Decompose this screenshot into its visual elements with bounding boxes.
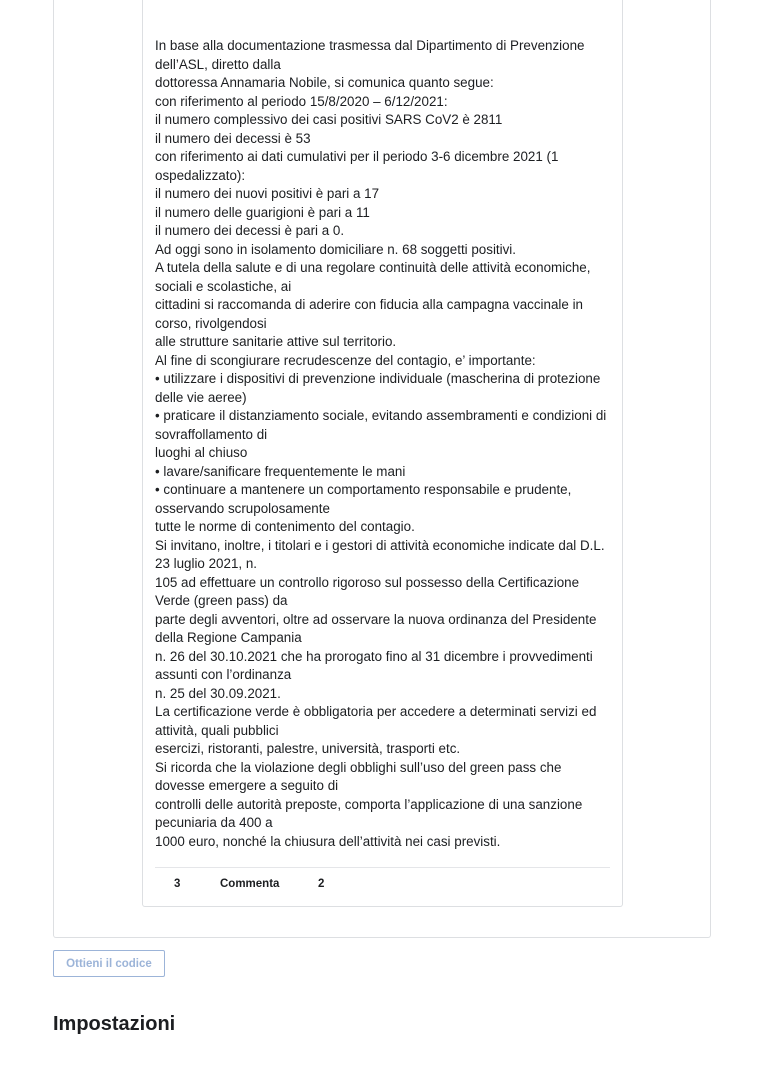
- post-line: dovesse emergere a seguito di: [155, 778, 339, 793]
- post-text: [155, 37, 615, 851]
- post-line: Si ricorda che la violazione degli obblighi sull’uso del green pass che: [155, 759, 562, 775]
- post-line: delle vie aeree): [155, 389, 247, 405]
- post-line: • praticare il distanziamento sociale, evitando assembramenti e condizioni di: [155, 408, 607, 423]
- post-line: La certificazione verde è obbligatoria per accedere a determinati servizi ed: [155, 704, 597, 719]
- post-line: della Regione Campania: [155, 630, 302, 645]
- post-line: sovraffollamento di: [155, 426, 268, 442]
- post-line: pecuniaria da 400 a: [155, 815, 273, 830]
- embedded-post: [142, 0, 623, 907]
- post-line: sociali e scolastiche, ai: [155, 278, 292, 294]
- post-line: il numero dei decessi è 53: [155, 130, 311, 146]
- post-line: dottoressa Annamaria Nobile, si comunica quanto segue:: [155, 75, 494, 90]
- post-line: controlli delle autorità preposte, comporta l’applicazione di una sanzione: [155, 796, 583, 812]
- post-line: Si invitano, inoltre, i titolari e i gestori di attività economiche indicate dal D.L.: [155, 537, 605, 553]
- post-line: 1000 euro, nonché la chiusura dell’attività nei casi previsti.: [155, 833, 501, 849]
- post-line: osservando scrupolosamente: [155, 500, 330, 516]
- post-line: con riferimento ai dati cumulativi per il periodo 3-6 dicembre 2021 (1: [155, 149, 559, 164]
- post-line: esercizi, ristoranti, palestre, università, trasporti etc.: [155, 741, 461, 756]
- post-line: Ad oggi sono in isolamento domiciliare n. 68 soggetti positivi.: [155, 241, 517, 257]
- post-line: il numero dei decessi è pari a 0.: [155, 223, 345, 238]
- post-line: tutte le norme di contenimento del contagio.: [155, 519, 415, 534]
- post-line: luoghi al chiuso: [155, 445, 248, 460]
- post-line: attività, quali pubblici: [155, 722, 279, 738]
- post-line: il numero dei nuovi positivi è pari a 17: [155, 186, 380, 201]
- post-line: In base alla documentazione trasmessa dal Dipartimento di Prevenzione: [155, 38, 585, 53]
- post-line: alle strutture sanitarie attive sul territorio.: [155, 334, 397, 349]
- post-line: corso, rivolgendosi: [155, 315, 267, 331]
- shares-count[interactable]: 2: [318, 878, 325, 890]
- post-line: il numero delle guarigioni è pari a 11: [155, 204, 370, 220]
- post-line: con riferimento al periodo 15/8/2020 – 6/12/2021:: [155, 93, 448, 109]
- post-line: assunti con l’ordinanza: [155, 667, 292, 682]
- post-line: n. 25 del 30.09.2021.: [155, 685, 281, 701]
- post-line: parte degli avventori, oltre ad osservare la nuova ordinanza del Presidente: [155, 611, 597, 627]
- post-line: • continuare a mantenere un comportamento responsabile e prudente,: [155, 482, 572, 497]
- post-line: cittadini si raccomanda di aderire con fiducia alla campagna vaccinale in: [155, 297, 583, 312]
- post-divider: [155, 867, 610, 868]
- post-line: n. 26 del 30.10.2021 che ha prorogato fino al 31 dicembre i provvedimenti: [155, 648, 593, 664]
- get-code-button[interactable]: Ottieni il codice: [53, 950, 165, 977]
- post-line: Al fine di scongiurare recrudescenze del contagio, e’ importante:: [155, 352, 536, 368]
- post-footer: [143, 876, 622, 896]
- post-line: ospedalizzato):: [155, 167, 246, 183]
- post-line: • utilizzare i dispositivi di prevenzione individuale (mascherina di protezione: [155, 371, 601, 386]
- post-line: dell’ASL, diretto dalla: [155, 56, 281, 72]
- post-line: Verde (green pass) da: [155, 593, 288, 608]
- likes-count[interactable]: 3: [174, 878, 181, 890]
- post-line: 23 luglio 2021, n.: [155, 556, 257, 571]
- post-line: il numero complessivo dei casi positivi SARS CoV2 è 2811: [155, 112, 503, 127]
- post-line: • lavare/sanificare frequentemente le mani: [155, 463, 406, 479]
- comment-button[interactable]: Commenta: [220, 878, 280, 890]
- post-line: A tutela della salute e di una regolare continuità delle attività economiche,: [155, 260, 591, 275]
- post-line: 105 ad effettuare un controllo rigoroso sul possesso della Certificazione: [155, 574, 580, 590]
- settings-heading: Impostazioni: [53, 1013, 176, 1035]
